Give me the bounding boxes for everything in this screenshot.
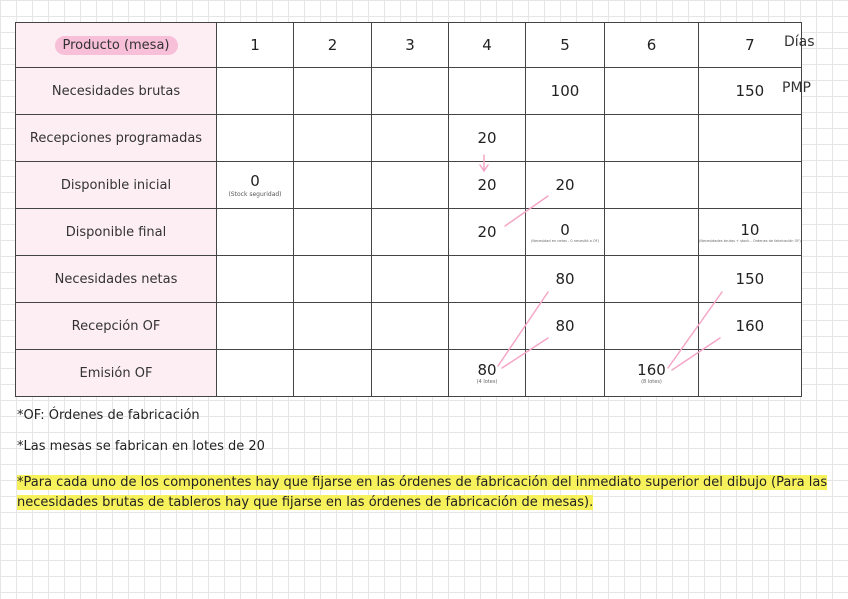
period-header: 7 (699, 23, 802, 68)
table-cell: 150 (699, 68, 802, 115)
row-label: Recepciones programadas (16, 115, 217, 162)
table-cell: 100 (526, 68, 605, 115)
note-of: *OF: Órdenes de fabricación (17, 408, 200, 423)
row-disponible-final (16, 209, 802, 256)
table-cell (294, 303, 372, 350)
header-row (16, 23, 802, 68)
header-product-cell (16, 23, 217, 68)
cell-note: (Necesidad en netas - 0 necesitó a OF) (531, 239, 599, 243)
table-cell: 80 (526, 303, 605, 350)
table-cell (372, 162, 449, 209)
table-cell (217, 68, 294, 115)
table-cell (699, 162, 802, 209)
table-cell (217, 303, 294, 350)
table-cell (217, 256, 294, 303)
row-emision-of (16, 350, 802, 397)
table-cell (217, 162, 294, 209)
table-cell: 20 (526, 162, 605, 209)
table-cell (605, 162, 699, 209)
table-cell (699, 350, 802, 397)
table-cell (294, 256, 372, 303)
cell-note: (4 lotes) (476, 379, 498, 385)
table-cell (605, 256, 699, 303)
table-cell (294, 115, 372, 162)
table-cell (526, 209, 605, 256)
table-cell (372, 256, 449, 303)
row-label: Disponible final (16, 209, 217, 256)
table-cell (699, 209, 802, 256)
table-cell (372, 303, 449, 350)
row-recepciones-programadas (16, 115, 802, 162)
period-header: 3 (372, 23, 449, 68)
table-cell (605, 115, 699, 162)
row-label: Necesidades netas (16, 256, 217, 303)
table-cell (294, 209, 372, 256)
period-header: 6 (605, 23, 699, 68)
row-necesidades-netas (16, 256, 802, 303)
table-cell (294, 350, 372, 397)
cell-value: 0 (560, 221, 570, 239)
table-cell (605, 68, 699, 115)
period-header: 4 (449, 23, 526, 68)
table-cell (605, 209, 699, 256)
table-cell: 20 (449, 209, 526, 256)
table-cell (294, 68, 372, 115)
note-componentes-text: *Para cada uno de los componentes hay que fijarse en las órdenes de fabricación del inmediato superior del dibujo (Para las necesidades brutas de tableros hay que fijarse en las órdenes de fabricación de mesas). (17, 475, 828, 510)
table-cell (605, 303, 699, 350)
table-cell (372, 350, 449, 397)
table-cell (449, 68, 526, 115)
period-header: 1 (217, 23, 294, 68)
table-cell: 150 (699, 256, 802, 303)
row-recepcion-of (16, 303, 802, 350)
days-label: Días (784, 34, 815, 50)
cell-note: (Necesidades brutas + stock - Ordenes de fabricación OF) (699, 239, 801, 243)
table-cell: 80 (526, 256, 605, 303)
mrp-table (15, 22, 802, 397)
note-componentes (17, 473, 829, 513)
table-cell (526, 350, 605, 397)
header-product-label: Producto (mesa) (55, 36, 178, 55)
table-cell (372, 68, 449, 115)
table-cell (449, 256, 526, 303)
table-cell (217, 350, 294, 397)
pmp-label: PMP (782, 80, 811, 96)
period-header: 5 (526, 23, 605, 68)
table-cell (605, 350, 699, 397)
table-cell (217, 209, 294, 256)
row-label: Emisión OF (16, 350, 217, 397)
table-cell (526, 115, 605, 162)
table-cell: 20 (449, 115, 526, 162)
table-cell (372, 115, 449, 162)
table-cell (699, 115, 802, 162)
period-header: 2 (294, 23, 372, 68)
cell-note: (Stock seguridad) (228, 191, 282, 198)
row-label: Disponible inicial (16, 162, 217, 209)
row-label: Necesidades brutas (16, 68, 217, 115)
cell-value: 80 (477, 361, 497, 379)
table-cell: 160 (699, 303, 802, 350)
table-cell (294, 162, 372, 209)
row-necesidades-brutas (16, 68, 802, 115)
row-disponible-inicial (16, 162, 802, 209)
cell-value: 10 (740, 221, 760, 239)
table-cell (372, 209, 449, 256)
cell-value: 160 (637, 361, 666, 379)
table-cell (449, 350, 526, 397)
cell-note: (8 lotes) (641, 379, 662, 385)
cell-value: 0 (250, 172, 260, 190)
row-label: Recepción OF (16, 303, 217, 350)
table-cell: 20 (449, 162, 526, 209)
note-lotes: *Las mesas se fabrican en lotes de 20 (17, 439, 265, 454)
table-cell (217, 115, 294, 162)
table-cell (449, 303, 526, 350)
